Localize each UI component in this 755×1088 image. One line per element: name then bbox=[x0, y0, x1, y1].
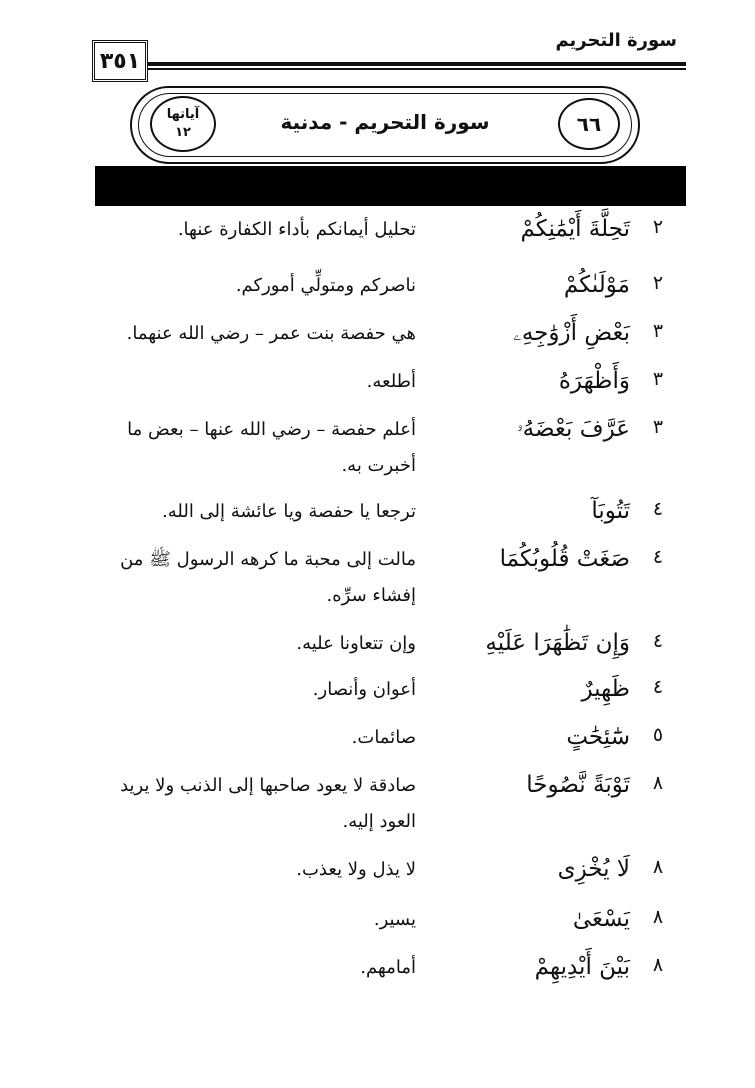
header-rule bbox=[148, 62, 686, 66]
surah-number: ٦٦ bbox=[576, 112, 602, 136]
quran-word: لَا يُخْزِى bbox=[557, 856, 630, 882]
verse-number: ٨ bbox=[652, 856, 664, 878]
quran-word: تَحِلَّةَ أَيْمَٰنِكُمْ bbox=[520, 216, 630, 242]
quran-word: بَعْضِ أَزْوَٰجِهِۦ bbox=[513, 320, 630, 346]
word-meaning: أعوان وأنصار. bbox=[312, 679, 416, 700]
verse-number: ٢ bbox=[652, 216, 664, 238]
word-meaning: ناصركم ومتولِّي أموركم. bbox=[235, 275, 416, 296]
word-meaning: يسير. bbox=[373, 909, 416, 930]
word-meaning: لا يذل ولا يعذب. bbox=[296, 859, 416, 880]
verse-number: ٨ bbox=[652, 772, 664, 794]
verse-number: ٣ bbox=[652, 320, 664, 342]
word-meaning: هي حفصة بنت عمر – رضي الله عنهما. bbox=[126, 323, 416, 344]
word-meaning: أعلم حفصة – رضي الله عنها – بعض ما أخبرت به. bbox=[127, 419, 416, 476]
surah-number-circle bbox=[558, 98, 620, 150]
word-meaning: مالت إلى محبة ما كرهه الرسول ﷺ من إفشاء سرِّه. bbox=[120, 549, 416, 606]
quran-word: صَغَتْ قُلُوبُكُمَا bbox=[499, 546, 630, 572]
ayat-count-circle bbox=[150, 96, 216, 152]
section-black-band bbox=[95, 166, 686, 206]
page-number-box bbox=[92, 40, 148, 82]
quran-word: تَوْبَةً نَّصُوحًا bbox=[526, 772, 630, 798]
quran-word: وَأَظْهَرَهُ bbox=[558, 368, 630, 394]
quran-word: عَرَّفَ بَعْضَهُۥ bbox=[516, 416, 630, 442]
verse-number: ٥ bbox=[652, 724, 664, 746]
quran-word: ظَهِيرٌ bbox=[581, 676, 630, 702]
quran-word: يَسْعَىٰ bbox=[572, 906, 630, 932]
verse-number: ٤ bbox=[652, 546, 664, 568]
verse-number: ٤ bbox=[652, 498, 664, 520]
ayat-label: آياتها bbox=[166, 107, 200, 122]
ayat-count: ١٢ bbox=[175, 125, 191, 140]
verse-number: ٤ bbox=[652, 630, 664, 652]
verse-number: ٣ bbox=[652, 416, 664, 438]
word-meaning: صادقة لا يعود صاحبها إلى الذنب ولا يريد العود إليه. bbox=[120, 775, 416, 832]
quran-word: سَٰٓئِحَٰتٍ bbox=[566, 724, 630, 750]
word-meaning: وإن تتعاونا عليه. bbox=[296, 633, 416, 654]
word-meaning: ترجعا يا حفصة ويا عائشة إلى الله. bbox=[162, 501, 416, 522]
quran-word: تَتُوبَآ bbox=[591, 498, 630, 524]
header-rule-thin bbox=[148, 68, 686, 70]
word-meaning: صائمات. bbox=[351, 727, 416, 748]
verse-number: ٨ bbox=[652, 906, 664, 928]
word-meaning: تحليل أيمانكم بأداء الكفارة عنها. bbox=[177, 219, 416, 240]
word-meaning: أمامهم. bbox=[360, 957, 416, 978]
quran-word: مَوْلَىٰكُمْ bbox=[563, 272, 630, 298]
verse-number: ٨ bbox=[652, 954, 664, 976]
verse-number: ٢ bbox=[652, 272, 664, 294]
running-header: سورة التحريم bbox=[555, 30, 677, 51]
verse-number: ٤ bbox=[652, 676, 664, 698]
verse-number: ٣ bbox=[652, 368, 664, 390]
word-meaning: أطلعه. bbox=[366, 371, 416, 392]
quran-word: بَيْنَ أَيْدِيهِمْ bbox=[534, 954, 630, 980]
page-number: ٣٥١ bbox=[99, 48, 141, 74]
surah-banner bbox=[130, 86, 640, 164]
surah-title: سورة التحريم - مدنية bbox=[280, 110, 490, 134]
quran-word: وَإِن تَظَٰهَرَا عَلَيْهِ bbox=[485, 630, 630, 656]
